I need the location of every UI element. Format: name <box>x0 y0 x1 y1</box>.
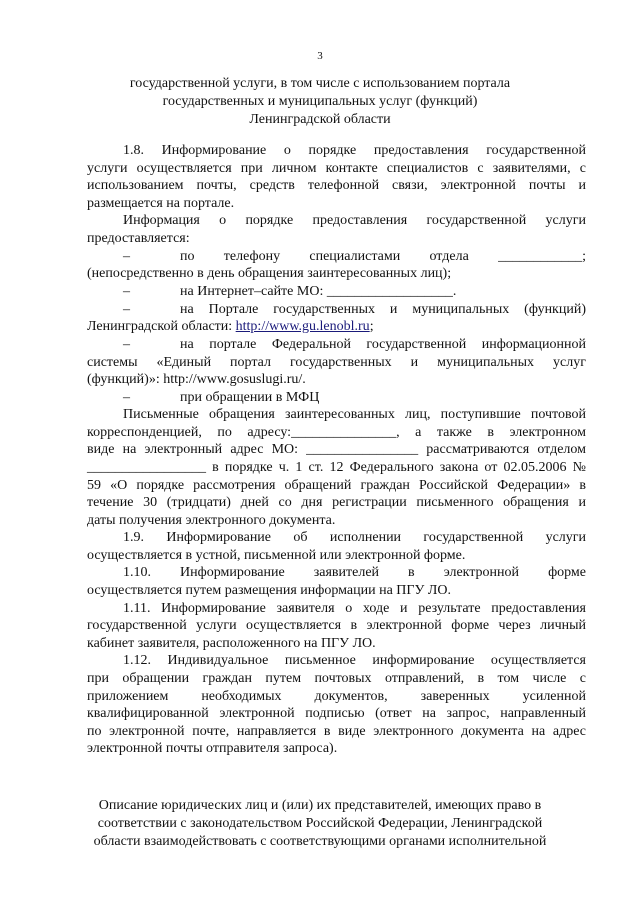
text-line: (непосредственно в день обращения заинтересованных лиц); <box>87 266 452 281</box>
text-line: использованием почты, средств телефонной связи, электронной почты и <box>87 178 586 193</box>
text-line: 59 «О порядке рассмотрения обращений граждан Российской Федерации» в <box>87 478 586 493</box>
list-dash: – <box>123 249 130 264</box>
list-dash: – <box>123 302 130 317</box>
portal-link[interactable]: http://www.gu.lenobl.ru <box>235 319 370 334</box>
text-line: корреспонденцией, по адресу:_______________, а также в электронном <box>87 425 586 440</box>
page-number: 3 <box>317 50 323 62</box>
portal-label: Ленинградской области: <box>87 319 236 334</box>
text-line: электронной почты отправителя запроса). <box>87 741 338 756</box>
text-line: виде на электронный адрес МО: ________________ рассматриваются отделом <box>87 442 586 457</box>
text-line: 1.9. Информирование об исполнении государственной услуги <box>123 530 586 545</box>
text-line: Информация о порядке предоставления государственной услуги <box>123 213 586 228</box>
text-line: кабинет заявителя, расположенного на ПГУ ЛО. <box>87 636 376 651</box>
text-line: Письменные обращения заинтересованных лиц, поступившие почтовой <box>123 407 586 422</box>
text-line: приложением необходимых документов, заверенных усиленной <box>87 689 586 704</box>
text-line: на Интернет–сайте МО: __________________. <box>180 284 457 299</box>
text-line: по телефону специалистами отдела ____________; <box>180 249 586 264</box>
text-line: _________________ в порядке ч. 1 ст. 12 Федерального закона от 02.05.2006 № <box>87 460 586 475</box>
text-line: размещается на портале. <box>87 196 235 211</box>
heading-line: области взаимодействовать с соответствующими органами исполнительной <box>93 834 547 849</box>
text-line: 1.10. Информирование заявителей в электронной форме <box>123 565 586 580</box>
text-line: услуги осуществляется при личном контакте специалистов с заявителями, с <box>87 161 586 176</box>
heading-line: Описание юридических лиц и (или) их представителей, имеющих право в <box>98 798 542 813</box>
text-line: течение 30 (тридцати) дней со дня регистрации письменного обращения и <box>87 495 586 510</box>
text-line: предоставляется: <box>87 231 190 246</box>
heading-line: государственных и муниципальных услуг (функций) <box>162 94 478 109</box>
text-line: 1.12. Индивидуальное письменное информирование осуществляется <box>123 653 586 668</box>
text-line: при обращении граждан путем почтовых отправлений, в том числе с <box>87 671 586 686</box>
text-line: при обращении в МФЦ <box>180 390 320 405</box>
text-line: квалифицированной электронной подписью (ответ на запрос, направленный <box>87 706 586 721</box>
text-line <box>87 318 374 335</box>
text-line: системы «Единый портал государственных и муниципальных услуг <box>87 355 586 370</box>
text-line: 1.8. Информирование о порядке предоставления государственной <box>123 143 586 158</box>
heading-line: соответствии с законодательством Российской Федерации, Ленинградской <box>97 816 543 831</box>
list-dash: – <box>123 390 130 405</box>
heading-line: государственной услуги, в том числе с использованием портала <box>129 76 511 91</box>
list-dash: – <box>123 337 130 352</box>
text-line: государственной услуги осуществляется в электронной форме через личный <box>87 618 586 633</box>
text-line: 1.11. Информирование заявителя о ходе и результате предоставления <box>123 601 586 616</box>
text-line: даты получения электронного документа. <box>87 513 336 528</box>
heading-line: Ленинградской области <box>249 112 391 127</box>
text-line: осуществляется в устной, письменной или электронной форме. <box>87 548 466 563</box>
text-line: по электронной почте, направляется в виде электронного документа на адрес <box>87 724 586 739</box>
punctuation: ; <box>369 319 374 334</box>
list-dash: – <box>123 284 130 299</box>
text-line: (функций)»: http://www.gosuslugi.ru/. <box>87 372 306 387</box>
text-line: осуществляется путем размещения информации на ПГУ ЛО. <box>87 583 452 598</box>
text-line: на портале Федеральной государственной информационной <box>180 337 586 352</box>
text-line: на Портале государственных и муниципальных (функций) <box>180 302 586 317</box>
